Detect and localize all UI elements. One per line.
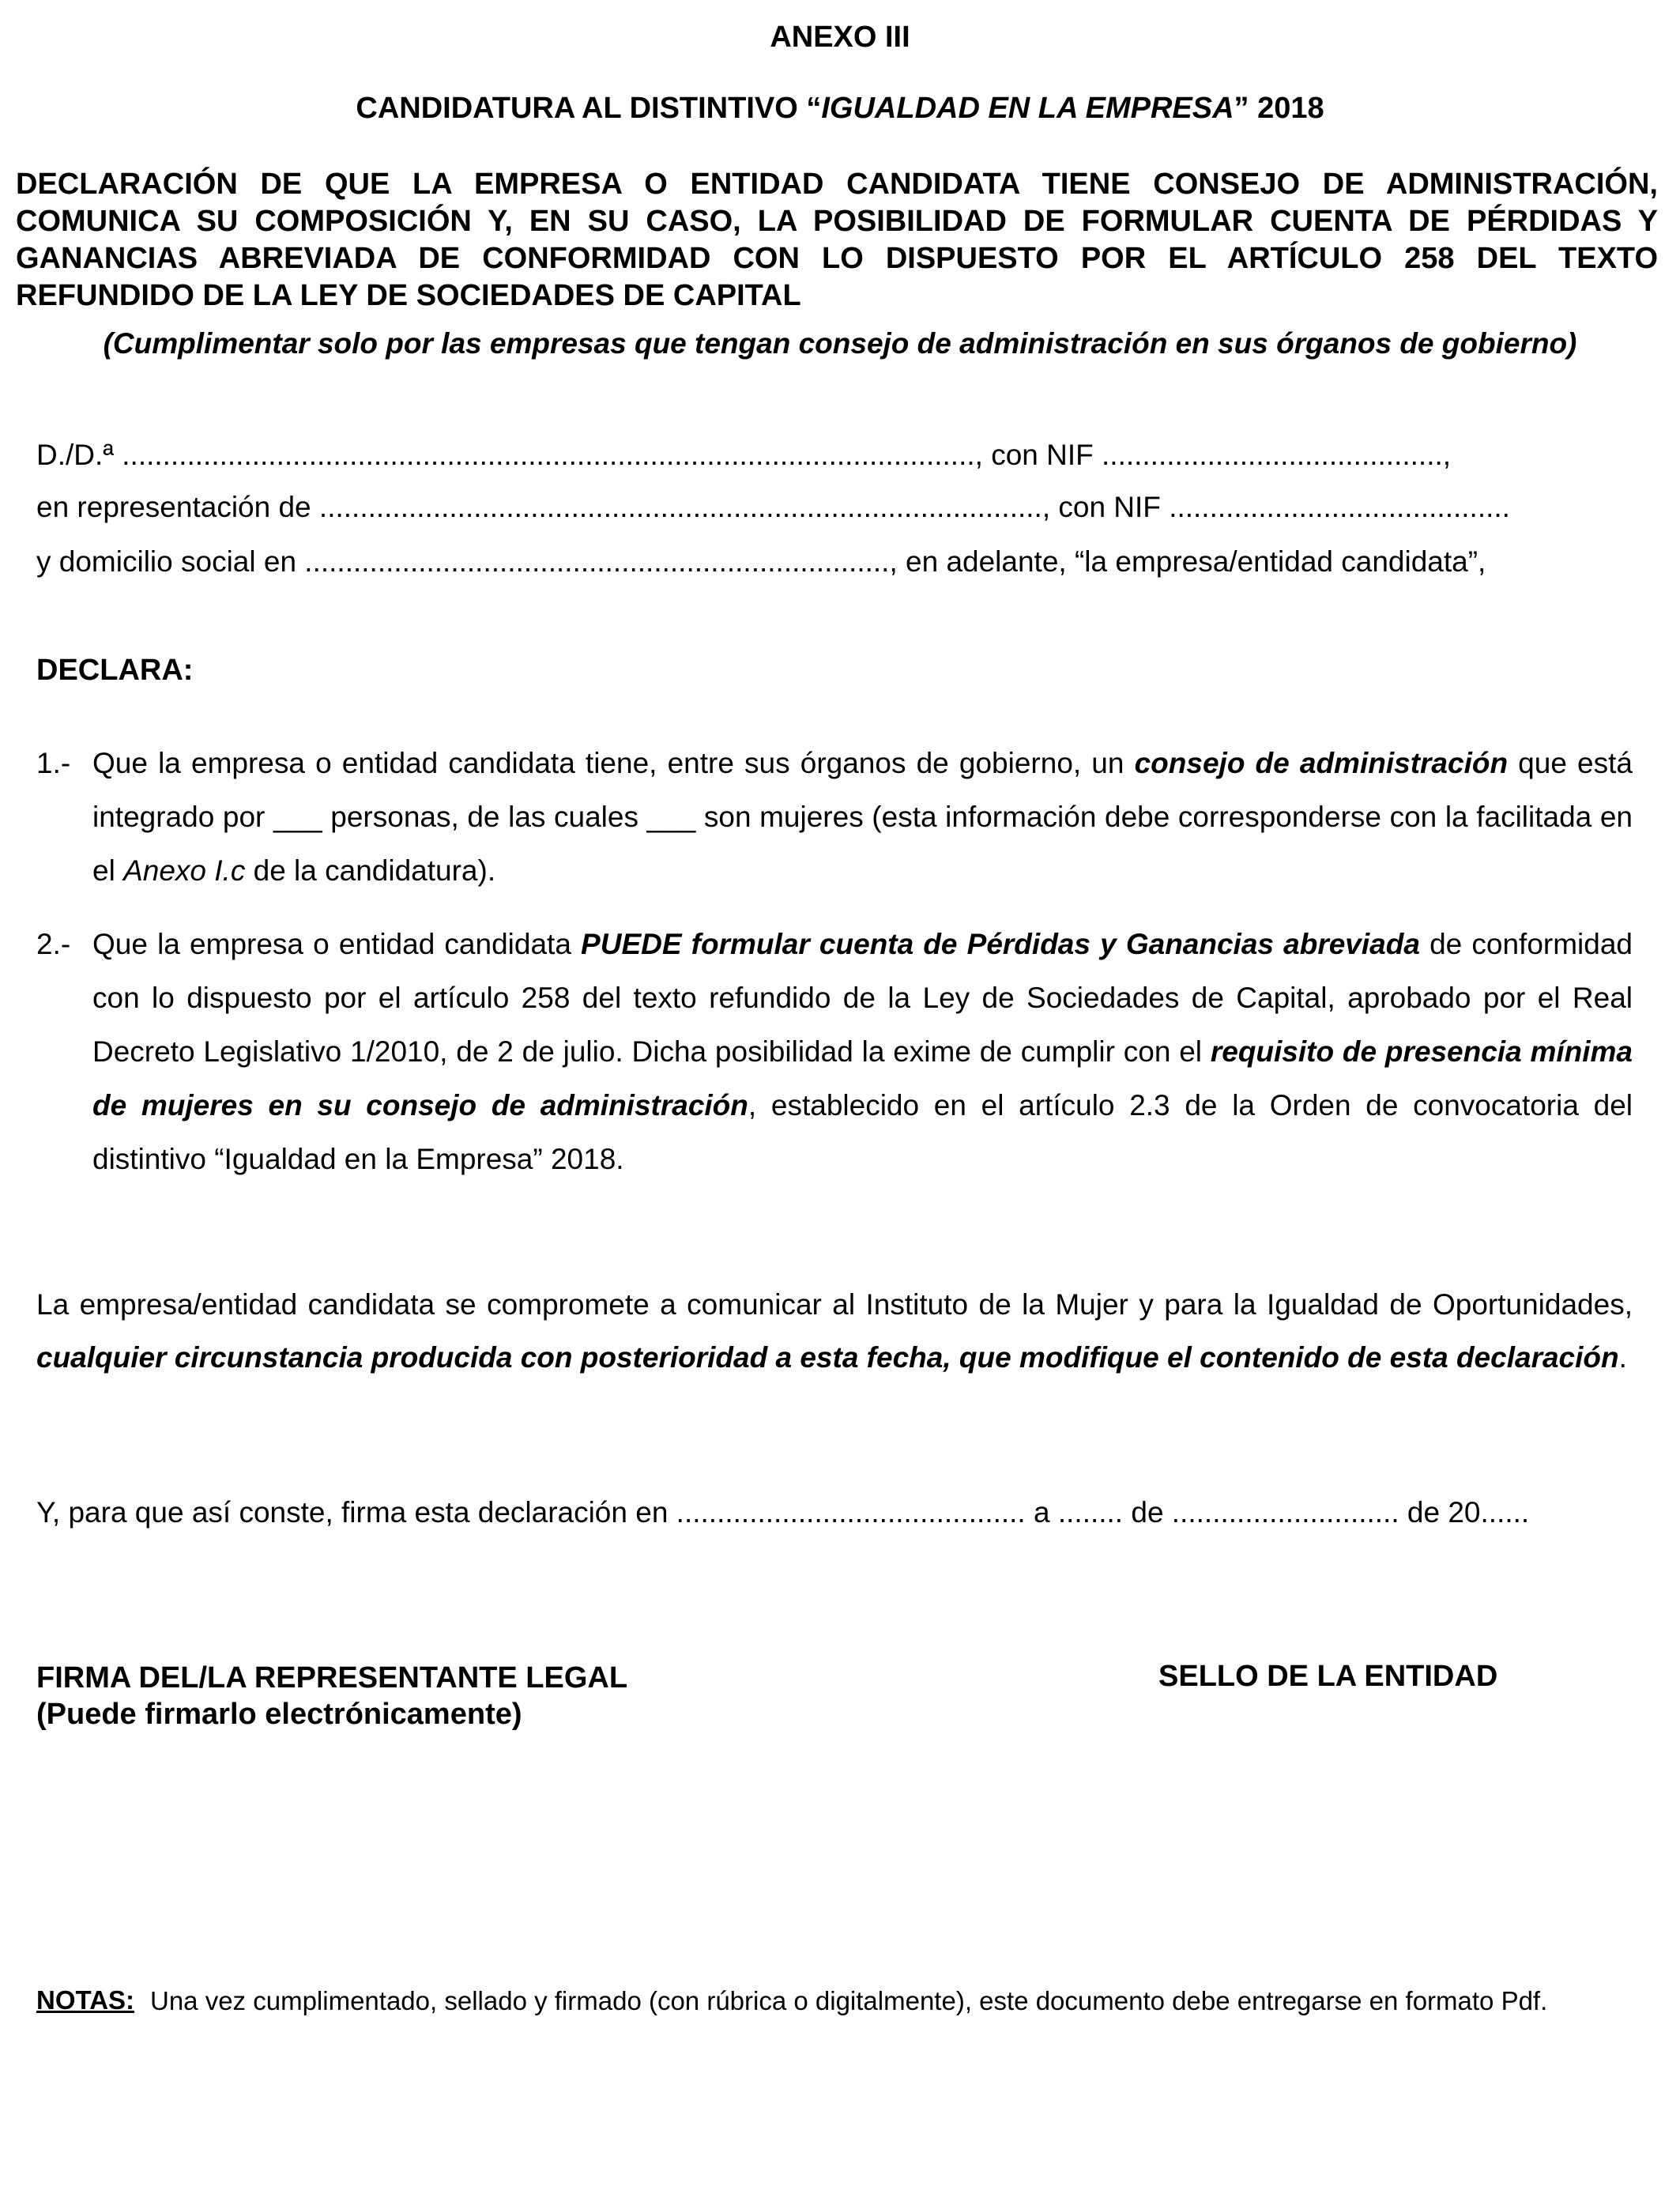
declaration-heading-line-1: DECLARACIÓN DE QUE LA EMPRESA O ENTIDAD CANDIDATA TIENE CONSEJO DE ADMINISTRACIÓN, (16, 168, 1658, 201)
representation-nif-field-line[interactable]: en representación de ........................................................................................., con NIF .......................................... (36, 491, 1510, 523)
item-1-text-part: Que la empresa o entidad candidata tiene, entre sus órganos de gobierno, un (92, 747, 1135, 779)
signature-label: FIRMA DEL/LA REPRESENTANTE LEGAL (36, 1661, 628, 1695)
declaration-heading-line-2: COMUNICA SU COMPOSICIÓN Y, EN SU CASO, LA POSIBILIDAD DE FORMULAR CUENTA DE PÉRDIDAS Y (16, 205, 1658, 238)
notes-text: Una vez cumplimentado, sellado y firmado (con rúbrica o digitalmente), este documento debe entregarse en formato Pdf. (150, 1986, 1548, 2015)
declaration-heading-line-3: GANANCIAS ABREVIADA DE CONFORMIDAD CON LO DISPUESTO POR EL ARTÍCULO 258 DEL TEXTO (16, 242, 1658, 275)
annex-title: ANEXO III (770, 21, 910, 54)
declaration-heading (16, 166, 1658, 315)
signature-note: (Puede firmarlo electrónicamente) (36, 1698, 522, 1731)
item-1-number: 1.- (36, 747, 71, 779)
entity-stamp-label: SELLO DE LA ENTIDAD (1158, 1660, 1498, 1693)
notes-label: NOTAS: (36, 1985, 135, 2015)
item-2-emphasis: PUEDE formular cuenta de Pérdidas y Ganancias abreviada (581, 928, 1420, 960)
item-2-number: 2.- (36, 928, 71, 960)
candidatura-title-suffix: ” 2018 (1234, 92, 1324, 125)
signature-block (36, 1660, 627, 1732)
declara-heading: DECLARA: (36, 654, 194, 687)
item-1-annex-reference: Anexo I.c (123, 854, 246, 887)
declaration-item-1 (36, 737, 1633, 903)
item-2-text-part: Que la empresa o entidad candidata (92, 928, 582, 960)
instruction-note: (Cumplimentar solo por las empresas que tengan consejo de administración en sus órganos de gobierno) (103, 327, 1577, 360)
signing-place-date-line[interactable]: Y, para que así conste, firma esta declaración en ........................................... a ........ de ............................ de 20...... (36, 1496, 1530, 1529)
item-2-emphasis: requisito de presencia mínima de mujeres en su consejo de administración (92, 1035, 1633, 1122)
item-1-emphasis: consejo de administración (1134, 747, 1509, 779)
candidatura-title-italic: IGUALDAD EN LA EMPRESA (821, 92, 1234, 125)
domicile-field-line[interactable]: y domicilio social en ........................................................................, en adelante, “la empresa/entidad candidata”, (36, 545, 1486, 578)
commitment-text-part: La empresa/entidad candidata se compromete a comunicar al Instituto de la Mujer y para la Igualdad de Oportunidades, (36, 1288, 1633, 1321)
item-1-text-part: que está integrado por ___ personas, de las cuales ___ son mujeres (esta información debe corresponderse con la facilitada en el (92, 747, 1633, 887)
item-1-text-part: de la candidatura). (245, 854, 496, 887)
item-1-text (92, 737, 1633, 898)
commitment-paragraph (36, 1278, 1633, 1384)
name-nif-field-line[interactable]: D./D.ª ........................................................................................................., con NIF .........................................., (36, 439, 1452, 471)
item-2-text (92, 918, 1633, 1186)
commitment-emphasis: cualquier circunstancia producida con posterioridad a esta fecha, que modifique el contenido de esta declaración (36, 1341, 1619, 1374)
candidatura-title-prefix: CANDIDATURA AL DISTINTIVO “ (356, 92, 822, 125)
item-2-text-part: , establecido en el artículo 2.3 de la Orden de convocatoria del distintivo “Igualdad en la Empresa” 2018. (92, 1089, 1633, 1175)
candidatura-title (0, 92, 1680, 126)
item-2-text-part: de conformidad con lo dispuesto por el artículo 258 del texto refundido de la Ley de Sociedades de Capital, aprobado por el Real Decreto Legislativo 1/2010, de 2 de julio. Dicha posibilidad la exime de cumplir con el (92, 928, 1633, 1068)
declaration-heading-line-4: REFUNDIDO DE LA LEY DE SOCIEDADES DE CAPITAL (16, 279, 801, 312)
commitment-text-part: . (1618, 1341, 1627, 1374)
declaration-item-2 (36, 918, 1633, 1194)
